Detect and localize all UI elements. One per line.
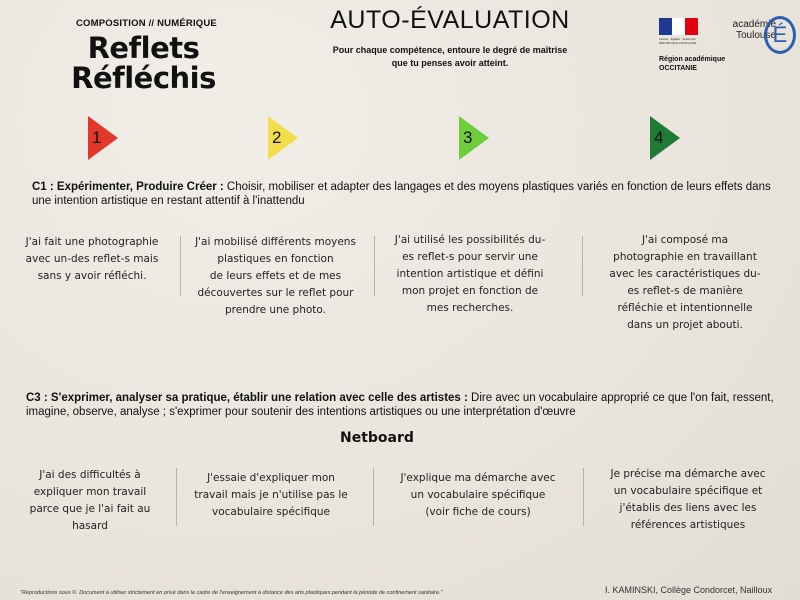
c3-cell-line: expliquer mon travail (33, 486, 147, 498)
region-label (659, 55, 725, 73)
c1-cell-line: dans un projet abouti. (627, 319, 743, 331)
divider (582, 236, 583, 296)
page-title: AUTO-ÉVALUATION (330, 6, 570, 34)
region-line-2: OCCITANIE (659, 65, 697, 72)
c3-level-4-cell[interactable] (588, 466, 788, 534)
c3-level-1-cell[interactable] (15, 467, 165, 535)
level-1-marker[interactable] (88, 116, 118, 160)
c1-cell-line: mon projet en fonction de (401, 285, 539, 297)
divider (583, 468, 584, 526)
c3-cell-line: un vocabulaire spécifique et (613, 485, 763, 497)
c3-cell-line: J'essaie d'expliquer mon (207, 472, 335, 484)
c3-cell-line: j'établis des liens avec les (619, 502, 757, 514)
c1-cell-line: sans y avoir réfléchi. (37, 270, 147, 282)
netboard-label: Netboard (340, 430, 414, 446)
level-3-label: 3 (463, 128, 473, 147)
c3-level-2-cell[interactable] (182, 470, 360, 521)
c1-level-4-cell[interactable] (590, 232, 780, 334)
c1-cell-line: J'ai composé ma (641, 234, 729, 246)
c1-cell-line: réfléchie et intentionnelle (617, 302, 753, 314)
c1-cell-line: es reflet-s de manière (627, 285, 743, 297)
c1-cell-line: plastiques en fonction (217, 253, 334, 265)
c3-cell-line: hasard (72, 520, 108, 532)
c3-cell-line: travail mais je n'utilise pas le (194, 489, 348, 501)
brand-logo (56, 33, 231, 93)
flag-red (685, 18, 698, 35)
brand-line-2: Réfléchis (71, 61, 216, 95)
c1-cell-line: avec les caractéristiques du- (609, 268, 761, 280)
republic-logo (659, 18, 703, 44)
region-line-1: Région académique (659, 56, 726, 63)
c3-cell-line: un vocabulaire spécifique (410, 489, 546, 501)
c1-heading: C1 : Expérimenter, Produire Créer : (32, 181, 224, 193)
academy-line-2: Toulouse (735, 30, 776, 41)
c3-text: Dire avec un vocabulaire approprié ce que l'on fait, ressent, imagine, observe, analyse ; s'exprimer pour soutenir des intentions artistiques ou une interprétation d'œuvre (26, 392, 774, 418)
c3-cell-line: parce que je l'ai fait au (29, 503, 151, 515)
c1-cell-line: avec un-des reflet-s mais (25, 253, 159, 265)
c1-level-2-cell[interactable] (183, 234, 368, 319)
c3-cell-line: vocabulaire spécifique (212, 506, 330, 518)
c1-cell-line: de leurs effets et de mes (209, 270, 342, 282)
academy-logo (726, 16, 796, 54)
c1-cell-line: J'ai mobilisé différents moyens (195, 236, 356, 248)
instruction-line-2: que tu penses avoir atteint. (391, 58, 509, 68)
c1-level-3-cell[interactable] (384, 232, 556, 317)
c1-description (32, 180, 782, 208)
c1-cell-line: intention artistique et défini (396, 268, 544, 280)
author-credit: I. KAMINSKI, Collège Condorcet, Nailloux (605, 585, 773, 595)
kicker: COMPOSITION // NUMÉRIQUE (76, 18, 217, 29)
academy-line-1: académie (732, 19, 776, 30)
flag-blue (659, 18, 672, 35)
c1-text: Choisir, mobiliser et adapter des langages et des moyens plastiques variés en fonction de leurs effets dans une intention artistique en restant attentif à l'inattendu (32, 181, 771, 207)
brand-line-1: Reflets (87, 31, 200, 65)
divider (373, 468, 374, 526)
level-2-label: 2 (272, 128, 282, 147)
level-1-label: 1 (92, 128, 102, 147)
c3-cell-line: J'ai des difficultés à (39, 469, 141, 481)
divider (374, 236, 375, 296)
instructions (300, 44, 600, 70)
divider (176, 468, 177, 526)
academy-mark-icon: É (764, 16, 796, 54)
c1-cell-line: J'ai fait une photographie (25, 236, 159, 248)
c1-level-1-cell[interactable] (12, 234, 172, 285)
c3-cell-line: Je précise ma démarche avec (610, 468, 766, 480)
flag-motto: Liberté · Égalité · Fraternité RÉPUBLIQUE FRANÇAISE (659, 37, 697, 45)
instruction-line-1: Pour chaque compétence, entoure le degré de maîtrise (332, 45, 568, 55)
c3-heading: C3 : S'exprimer, analyser sa pratique, établir une relation avec celle des artistes : (26, 392, 468, 404)
divider (180, 236, 181, 296)
flag-white (672, 18, 685, 35)
level-3-marker[interactable] (459, 116, 489, 160)
c3-cell-line: J'explique ma démarche avec (400, 472, 556, 484)
level-4-label: 4 (654, 128, 664, 147)
c3-level-3-cell[interactable] (378, 470, 578, 521)
c1-cell-line: J'ai utilisé les possibilités du- (394, 234, 546, 246)
level-2-marker[interactable] (268, 116, 298, 160)
c3-cell-line: références artistiques (630, 519, 746, 531)
c1-cell-line: mes recherches. (426, 302, 514, 314)
c1-cell-line: découvertes sur le reflet pour (197, 287, 354, 299)
c1-cell-line: photographie en travaillant (613, 251, 757, 263)
c3-cell-line: (voir fiche de cours) (425, 506, 531, 518)
copyright-note: "Reproductions sous ©. Document à utiliser strictement en privé dans le cadre de l'enseignement à distance des arts plastiques pendant la période de confinement sanitaire." (20, 590, 443, 596)
c1-cell-line: prendre une photo. (225, 304, 326, 316)
level-4-marker[interactable] (650, 116, 680, 160)
c3-description (26, 391, 781, 419)
c1-cell-line: es reflet-s pour servir une (402, 251, 538, 263)
